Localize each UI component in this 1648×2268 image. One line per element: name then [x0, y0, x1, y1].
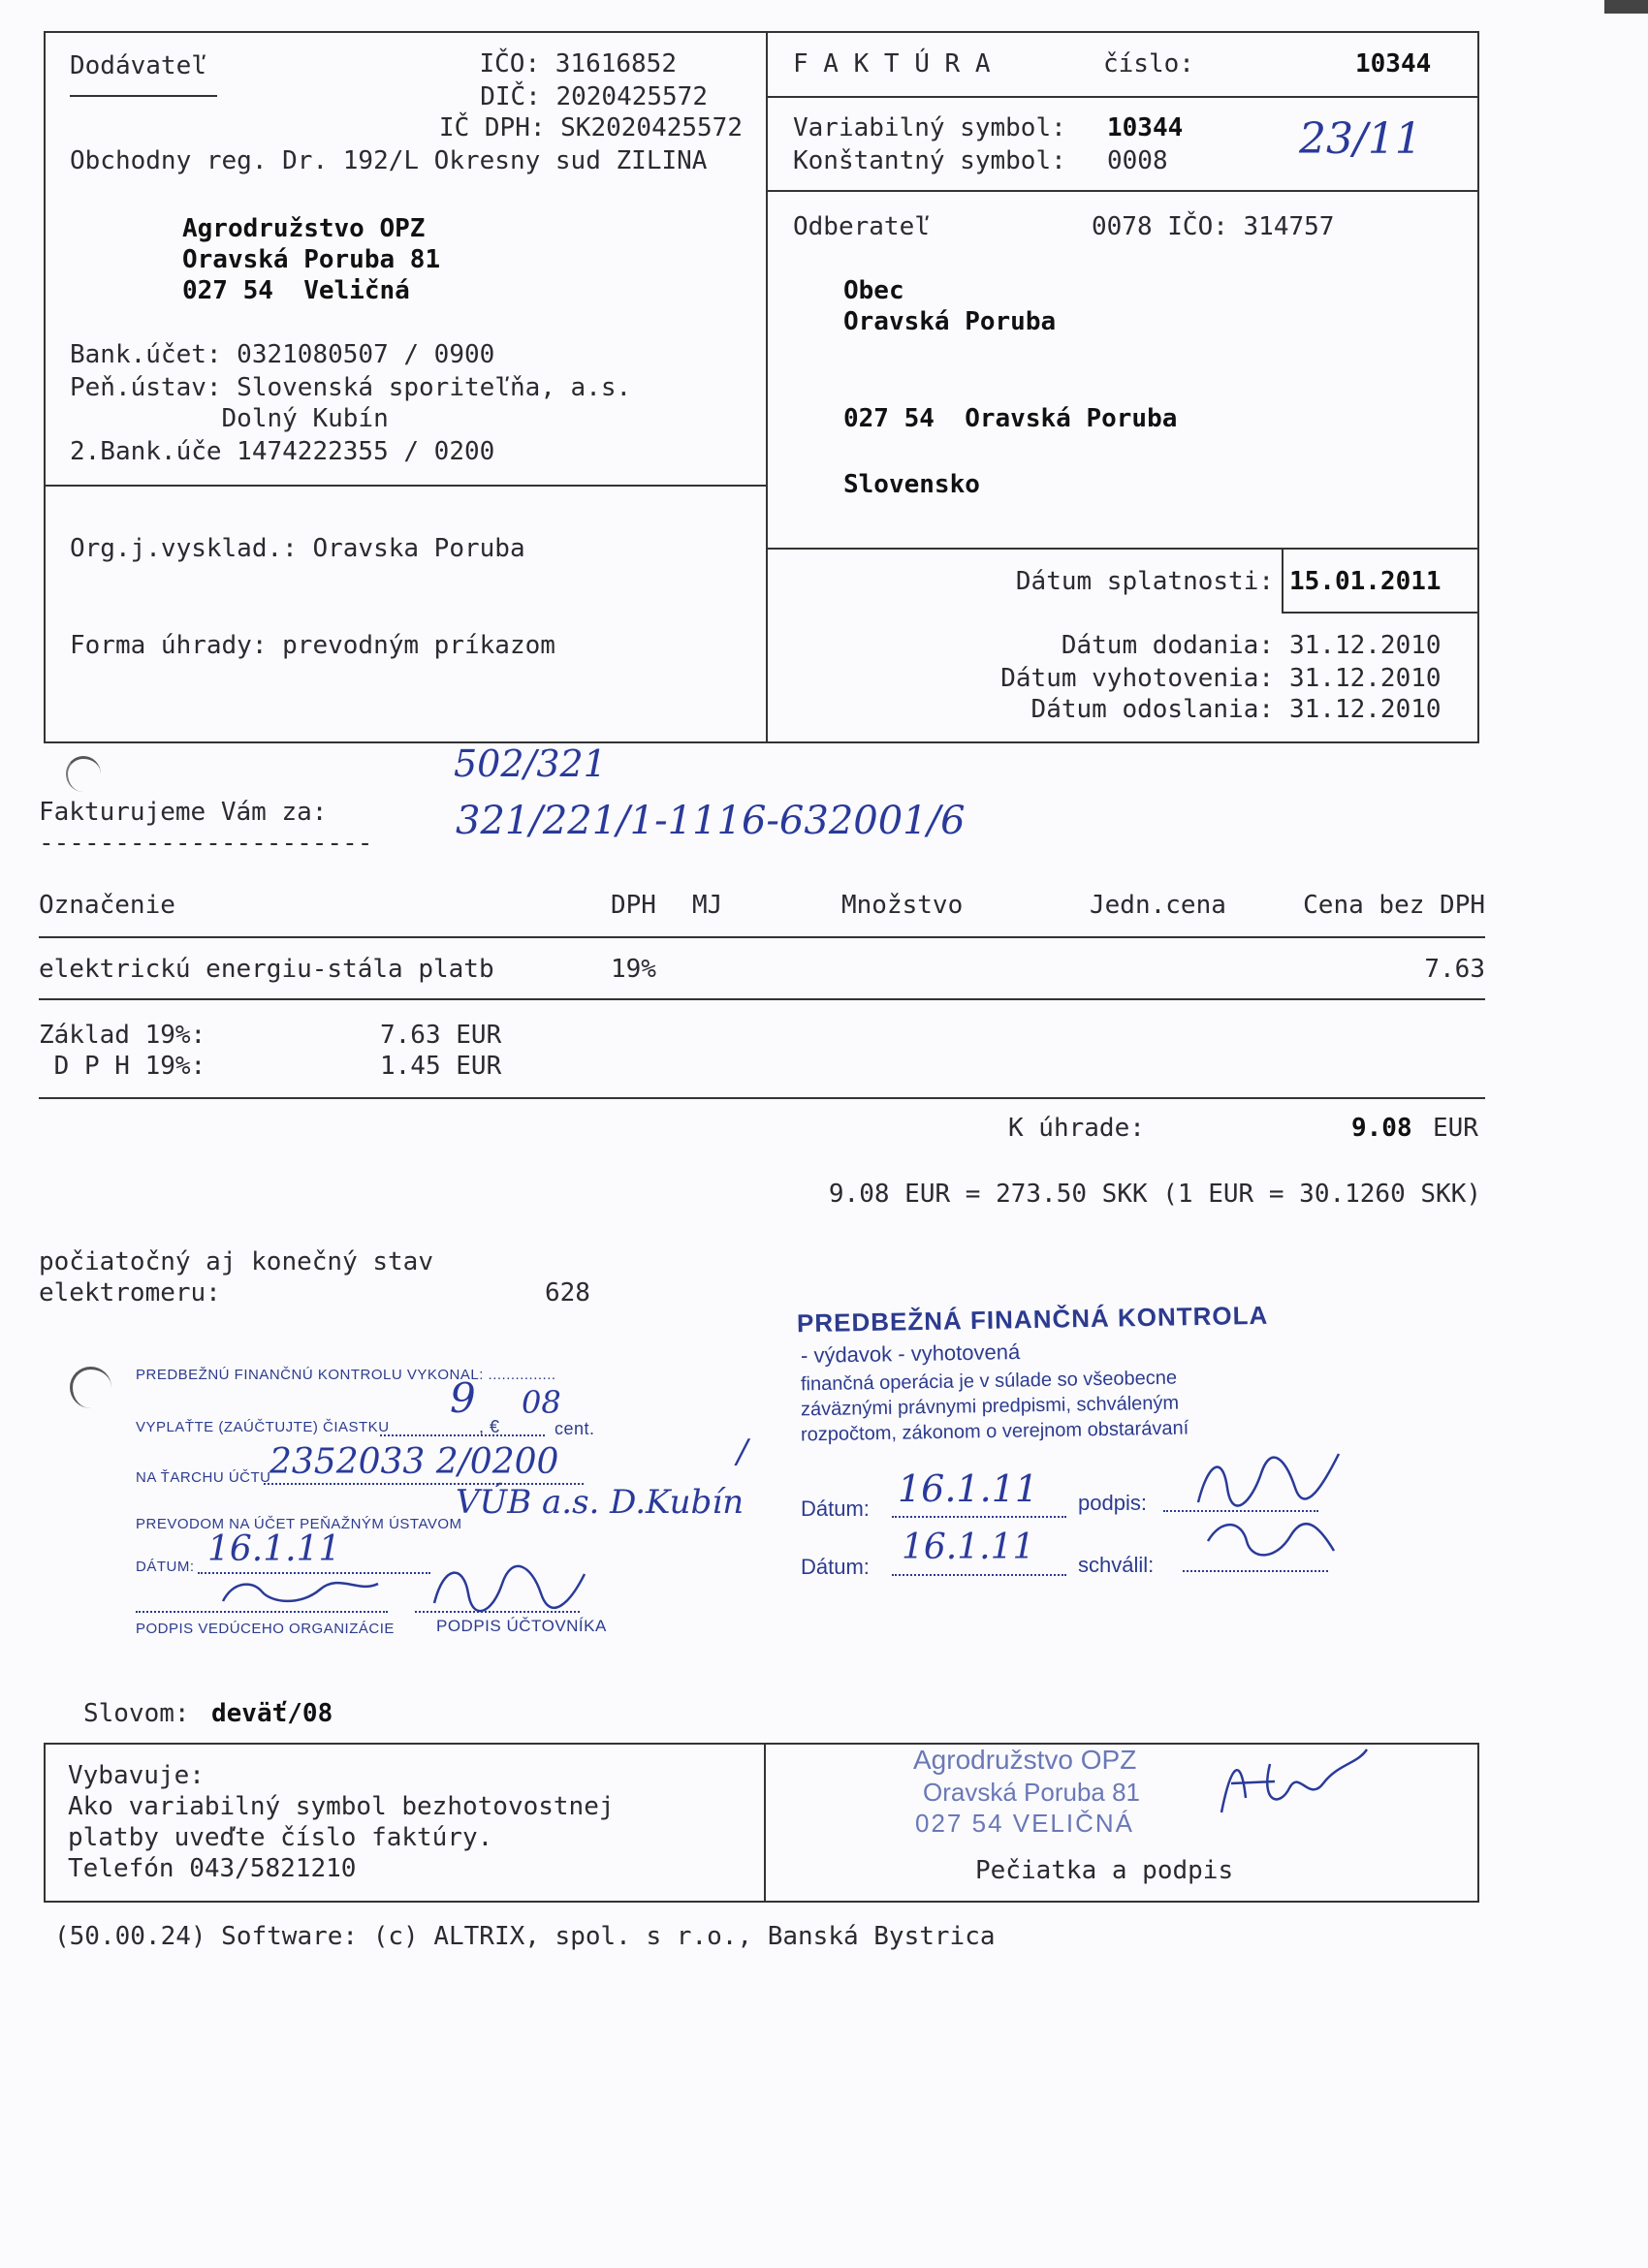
stamp-right-text3: rozpočtom, zákonom o verejnom obstarávaní	[800, 1417, 1189, 1446]
invoice-number-divider	[766, 96, 1479, 98]
meter-line2: elektromeru:	[39, 1278, 221, 1307]
stamp-right-date-dots-2	[892, 1574, 1066, 1576]
header-divider-vertical	[766, 31, 768, 743]
row-price: 7.63	[1424, 955, 1485, 984]
sent-date-label: Dátum odoslania:	[1030, 695, 1274, 724]
stamp-left-transfer: VÚB a.s. D.Kubín	[456, 1483, 745, 1522]
handwritten-note-number: 23/11	[1299, 114, 1422, 164]
handwritten-account-2: 321/221/1-1116-632001/6	[456, 799, 966, 843]
supplier-label-underline	[70, 95, 217, 97]
currency-conversion: 9.08 EUR = 273.50 SKK (1 EUR = 30.1260 SKK)	[828, 1180, 1481, 1209]
words-value: deväť/08	[211, 1699, 333, 1728]
company-stamp-signature	[1202, 1745, 1377, 1822]
invoice-title: F A K T Ú R A	[793, 49, 991, 79]
col-header-price-excl-vat: Cena bez DPH	[1303, 891, 1485, 920]
supplier-bank-line2: Peň.ústav: Slovenská sporiteľňa, a.s.	[70, 373, 632, 402]
issue-date-label: Dátum vyhotovenia:	[1000, 664, 1274, 693]
due-date-value: 15.01.2011	[1289, 567, 1442, 596]
totals-line	[39, 1097, 1485, 1099]
amount-due-label: K úhrade:	[1008, 1114, 1145, 1143]
stamp-right-date-1: 16.1.11	[898, 1467, 1039, 1510]
stamp-left-title: PREDBEŽNÚ FINANČNÚ KONTROLU VYKONAL: ...............	[136, 1367, 556, 1383]
constsym-label: Konštantný symbol:	[793, 146, 1066, 175]
col-header-quantity: Množstvo	[841, 891, 964, 920]
stamp-right-date-label-1: Dátum:	[801, 1496, 870, 1521]
stamp-left-pay-dots	[380, 1434, 545, 1436]
company-stamp-line1: Agrodružstvo OPZ	[913, 1745, 1137, 1775]
table-header-line	[39, 936, 1485, 938]
supplier-label: Dodávateľ	[70, 51, 206, 80]
supplier-name: Agrodružstvo OPZ	[182, 214, 426, 243]
stamp-left-date-label: DÁTUM:	[136, 1559, 195, 1575]
footer-prepared2: Ako variabilný symbol bezhotovostnej	[68, 1792, 615, 1821]
col-header-vat: DPH	[611, 891, 656, 920]
stamp-right-signature-2	[1198, 1512, 1344, 1570]
stamp-left-transfer-label: PREVODOM NA ÚČET PEŇAŽNÝM ÚSTAVOM	[136, 1516, 462, 1532]
handwritten-account-1: 502/321	[454, 742, 607, 785]
customer-country: Slovensko	[843, 470, 980, 499]
stamp-right-date-dots-1	[892, 1516, 1066, 1518]
vat-label: D P H 19%:	[39, 1052, 206, 1081]
stamp-left-sign1-dots	[136, 1611, 388, 1613]
stamp-left-pay-currency: , €	[479, 1417, 500, 1436]
stamp-left-account: 2352033 2/0200	[269, 1442, 559, 1482]
supplier-divider	[44, 485, 766, 487]
footer-prepared3: platby uveďte číslo faktúry.	[68, 1823, 493, 1852]
constsym-value: 0008	[1107, 146, 1168, 175]
stamp-caption: Pečiatka a podpis	[975, 1856, 1234, 1885]
words-label: Slovom:	[83, 1699, 190, 1728]
stamp-left-pay-amount: 9	[450, 1374, 476, 1422]
varsym-value: 10344	[1107, 113, 1184, 142]
col-header-designation: Označenie	[39, 891, 175, 920]
footer-prepared4: Telefón 043/5821210	[68, 1854, 357, 1883]
supplier-payment: Forma úhrady: prevodným príkazom	[70, 631, 555, 660]
stamp-right-signature-1	[1188, 1444, 1344, 1512]
sent-date-value: 31.12.2010	[1289, 695, 1442, 724]
software-footer: (50.00.24) Software: (c) ALTRIX, spol. s r.o., Banská Bystrica	[54, 1922, 996, 1951]
billing-intro: Fakturujeme Vám za:	[39, 798, 328, 827]
stamp-left-pay-cents: 08	[522, 1384, 561, 1421]
issue-date-value: 31.12.2010	[1289, 664, 1442, 693]
meter-line1: počiatočný aj konečný stav	[39, 1247, 433, 1276]
stamp-left-cents-label: cent.	[555, 1419, 595, 1438]
stamp-left-sign2-dots	[415, 1611, 580, 1613]
stamp-left-slash: /	[737, 1433, 748, 1471]
supplier-street: Oravská Poruba 81	[182, 245, 441, 274]
delivery-date-value: 31.12.2010	[1289, 631, 1442, 660]
vat-value: 1.45 EUR	[380, 1052, 502, 1081]
amount-due-value: 9.08	[1351, 1114, 1412, 1143]
col-header-unit: MJ	[692, 891, 723, 920]
stamp-left-signature-1	[194, 1572, 388, 1611]
row-vat: 19%	[611, 955, 656, 984]
customer-label: Odberateľ	[793, 212, 930, 241]
stamp-right-text2: záväznými právnymi predpismi, schváleným	[800, 1392, 1180, 1421]
stamp-left-sign2-label: PODPIS ÚČTOVNÍKA	[436, 1617, 607, 1635]
invoice-number-label: číslo:	[1103, 49, 1194, 79]
supplier-warehouse: Org.j.vysklad.: Oravska Poruba	[70, 534, 525, 563]
supplier-city: 027 54 Veličná	[182, 276, 410, 305]
stamp-right-subtitle: - výdavok - vyhotovená	[800, 1339, 1021, 1368]
stamp-left-pay-label: VYPLAŤTE (ZAÚČTUJTE) ČIASTKU	[136, 1419, 390, 1435]
stamp-left-date: 16.1.11	[207, 1529, 341, 1569]
stamp-left-signature-2	[425, 1555, 589, 1617]
stamp-right-date-2: 16.1.11	[902, 1528, 1035, 1567]
supplier-bank-line1: Bank.účet: 0321080507 / 0900	[70, 340, 495, 369]
varsym-label: Variabilný symbol:	[793, 113, 1066, 142]
table-row-line	[39, 998, 1485, 1000]
company-stamp-line2: Oravská Poruba 81	[923, 1778, 1141, 1807]
stamp-left-account-label: NA ŤARCHU ÚČTU	[136, 1469, 271, 1486]
supplier-bank-line4: 2.Bank.úče 1474222355 / 0200	[70, 437, 495, 466]
company-stamp-line3: 027 54 VELIČNÁ	[915, 1809, 1135, 1838]
due-date-label: Dátum splatnosti:	[1015, 567, 1274, 596]
customer-name2: Oravská Poruba	[843, 307, 1057, 336]
punch-hole-top	[66, 756, 101, 792]
customer-name1: Obec	[843, 276, 904, 305]
amount-due-currency: EUR	[1433, 1114, 1478, 1143]
supplier-bank-line3: Dolný Kubín	[70, 404, 389, 433]
stamp-right-title: PREDBEŽNÁ FINANČNÁ KONTROLA	[796, 1300, 1269, 1339]
supplier-register: Obchodny reg. Dr. 192/L Okresny sud ZILINA	[70, 146, 708, 175]
billing-intro-underline: ----------------------	[39, 829, 373, 858]
footer-prepared1: Vybavuje:	[68, 1761, 205, 1790]
stamp-left-sign1-label: PODPIS VEDÚCEHO ORGANIZÁCIE	[136, 1621, 395, 1637]
supplier-ico: IČO: 31616852	[479, 49, 677, 79]
punch-hole-bottom	[70, 1367, 111, 1408]
delivery-date-label: Dátum dodania:	[1061, 631, 1274, 660]
meter-value: 628	[545, 1278, 590, 1307]
col-header-unit-price: Jedn.cena	[1090, 891, 1226, 920]
row-designation: elektrickú energiu-stála platb	[39, 955, 494, 984]
supplier-icdph: IČ DPH: SK2020425572	[438, 113, 743, 142]
base-label: Základ 19%:	[39, 1021, 206, 1050]
invoice-number: 10344	[1355, 49, 1432, 79]
stamp-right-approve-dots	[1183, 1570, 1328, 1572]
stamp-right-approve-label: schválil:	[1078, 1553, 1155, 1577]
customer-code: 0078 IČO: 314757	[1092, 212, 1335, 241]
customer-city: 027 54 Oravská Poruba	[843, 404, 1178, 433]
stamp-right-date-label-2: Dátum:	[801, 1555, 870, 1579]
stamp-right-sign-label: podpis:	[1078, 1491, 1147, 1515]
supplier-dic: DIČ: 2020425572	[480, 82, 708, 111]
stamp-right-text1: finančná operácia je v súlade so všeobecne	[800, 1367, 1178, 1396]
base-value: 7.63 EUR	[380, 1021, 502, 1050]
symbols-divider	[766, 190, 1479, 192]
scan-edge-mark	[1604, 0, 1648, 14]
footer-divider	[764, 1743, 766, 1903]
